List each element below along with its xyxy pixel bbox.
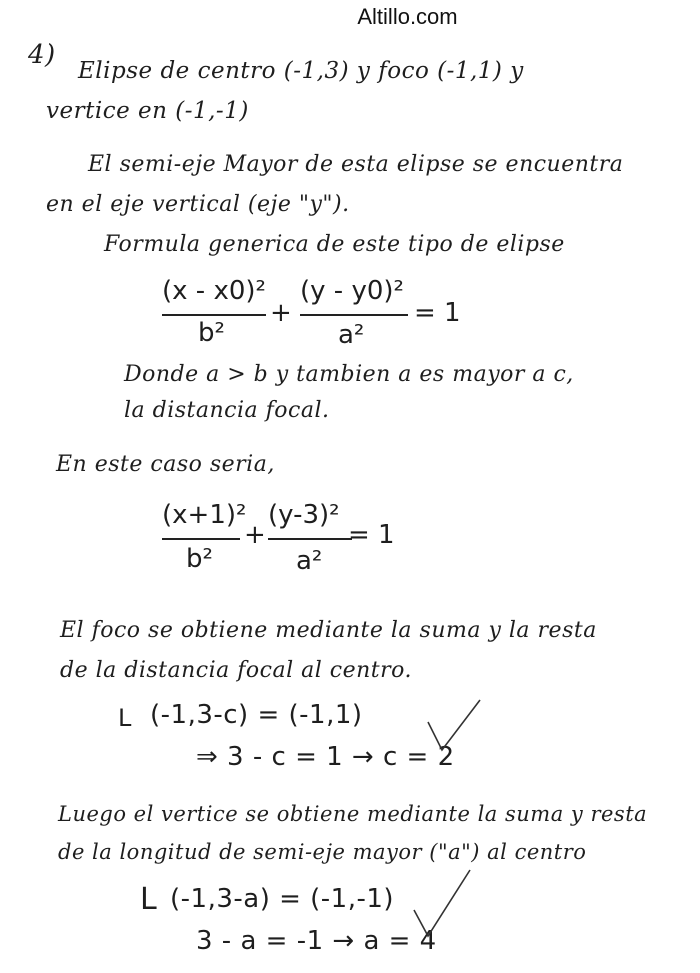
- paragraph-2-line-2: la distancia focal.: [124, 398, 330, 423]
- general-formula-numerator-left: (x - x0)²: [162, 276, 266, 306]
- general-formula-denominator-right: a²: [338, 320, 365, 350]
- case-formula-fraction-bar-right: [268, 538, 352, 540]
- case-formula-equals: = 1: [348, 520, 395, 550]
- general-formula-numerator-right: (y - y0)²: [300, 276, 404, 306]
- problem-line-2: vertice en (-1,-1): [46, 98, 249, 124]
- paragraph-1-line-3: Formula generica de este tipo de elipse: [104, 232, 565, 257]
- focus-bracket-icon: L: [118, 704, 132, 732]
- paragraph-4-line-2: de la distancia focal al centro.: [60, 658, 412, 683]
- vertex-result: 3 - a = -1 → a = 4: [196, 926, 437, 956]
- paragraph-5-line-2: de la longitud de semi-eje mayor ("a") al centro: [58, 840, 587, 864]
- paragraph-5-line-1: Luego el vertice se obtiene mediante la suma y resta: [58, 802, 648, 826]
- general-formula-fraction-bar-right: [300, 314, 408, 316]
- general-formula-equals: = 1: [414, 298, 461, 328]
- paragraph-2-line-1: Donde a > b y tambien a es mayor a c,: [124, 362, 574, 387]
- site-brand[interactable]: Altillo.com: [357, 4, 458, 29]
- focus-equation: (-1,3-c) = (-1,1): [150, 700, 363, 730]
- case-formula-denominator-right: a²: [296, 546, 323, 576]
- problem-number: 4): [28, 40, 56, 70]
- case-formula-fraction-bar-left: [162, 538, 240, 540]
- case-formula-plus: +: [244, 520, 266, 550]
- case-formula-denominator-left: b²: [186, 544, 213, 574]
- problem-line-1: Elipse de centro (-1,3) y foco (-1,1) y: [78, 58, 524, 84]
- case-formula-numerator-right: (y-3)²: [268, 500, 340, 530]
- general-formula-fraction-bar-left: [162, 314, 266, 316]
- vertex-bracket-icon: L: [140, 882, 158, 917]
- paragraph-1-line-1: El semi-eje Mayor de esta elipse se encuentra: [88, 152, 624, 177]
- vertex-equation: (-1,3-a) = (-1,-1): [170, 884, 395, 914]
- general-formula-denominator-left: b²: [198, 318, 225, 348]
- paragraph-1-line-2: en el eje vertical (eje "y").: [46, 192, 350, 217]
- general-formula-plus: +: [270, 298, 292, 328]
- paragraph-4-line-1: El foco se obtiene mediante la suma y la resta: [60, 618, 597, 643]
- focus-result: ⇒ 3 - c = 1 → c = 2: [196, 742, 455, 772]
- paragraph-3-line-1: En este caso seria,: [56, 452, 275, 477]
- case-formula-numerator-left: (x+1)²: [162, 500, 247, 530]
